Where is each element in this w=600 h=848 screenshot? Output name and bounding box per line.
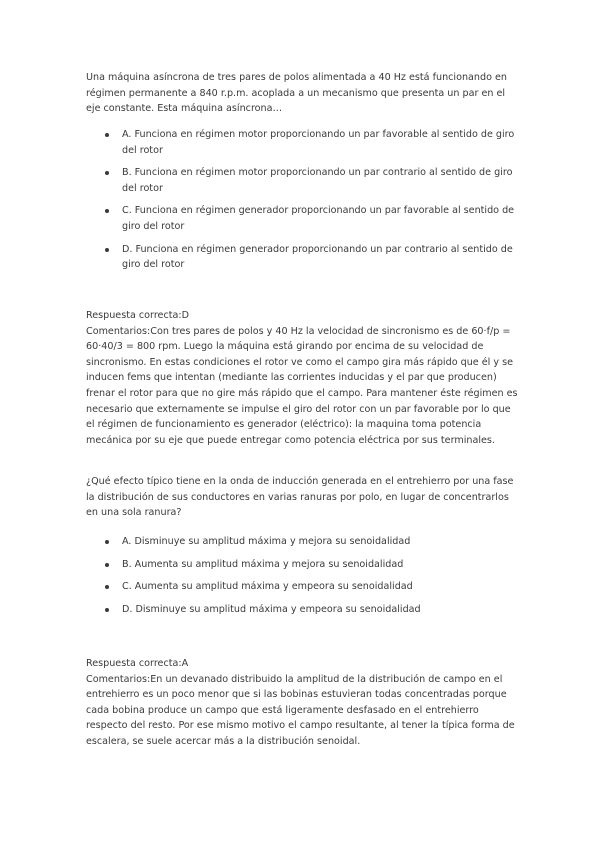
correct-answer-2: Respuesta correcta:A (86, 658, 189, 669)
comment-1: Comentarios:Con tres pares de polos y 40 Hz la velocidad de sincronismo es de 60·f/p = 60·40/3 = 800 rpm. Luego la máquina está girando por encima de su velocidad de sincronismo. En estas condiciones el rotor ve como el campo gira más rápido que él y se inducen fems que intentan (mediante las corrientes inducidas y el par que producen) frenar el rotor para que no gire más rápido que el campo. Para mantener éste régimen es necesario que externamente se impulse el giro del rotor con un par favorable por lo que el régimen de funcionamiento es generador (eléctrico): la maquina toma potencia mecánica por su eje que puede entregar como potencia eléctrica por sus terminales. (86, 325, 518, 446)
option-c: C. Funciona en régimen generador proporcionando un par favorable al sentido de giro del rotor (86, 203, 520, 234)
option-d: D. Disminuye su amplitud máxima y empeora su senoidalidad (86, 602, 520, 618)
comment-2: Comentarios:En un devanado distribuido la amplitud de la distribución de campo en el entrehierro es un poco menor que si las bobinas estuvieran todas concentradas porque cada bobina produce un campo que está ligeramente desfasado en el entrehierro respecto del resto. Por ese mismo motivo el campo resultante, al tener la típica forma de escalera, se suele acercar más a la distribución senoidal. (86, 673, 515, 747)
option-a: A. Funciona en régimen motor proporcionando un par favorable al sentido de giro del rotor (86, 127, 520, 158)
question-1-text: Una máquina asíncrona de tres pares de polos alimentada a 40 Hz está funcionando en régimen permanente a 840 r.p.m. acoplada a un mecanismo que presenta un par en el eje constante. Esta máquina asíncrona… (86, 72, 507, 115)
correct-answer-1: Respuesta correcta:D (86, 310, 189, 321)
question-1-options (86, 127, 520, 280)
answer-2-block (86, 656, 520, 750)
option-c: C. Aumenta su amplitud máxima y empeora su senoidalidad (86, 579, 520, 595)
option-b: B. Aumenta su amplitud máxima y mejora su senoidalidad (86, 557, 520, 573)
answer-1-block (86, 308, 520, 448)
option-b: B. Funciona en régimen motor proporcionando un par contrario al sentido de giro del rotor (86, 165, 520, 196)
option-a: A. Disminuye su amplitud máxima y mejora su senoidalidad (86, 534, 520, 550)
question-2-options (86, 534, 520, 624)
question-2-text: ¿Qué efecto típico tiene en la onda de inducción generada en el entrehierro por una fase la distribución de sus conductores en varias ranuras por polo, en lugar de concentrarlos en una sola ranura? (86, 476, 514, 519)
option-d: D. Funciona en régimen generador proporcionando un par contrario al sentido de giro del rotor (86, 242, 520, 273)
